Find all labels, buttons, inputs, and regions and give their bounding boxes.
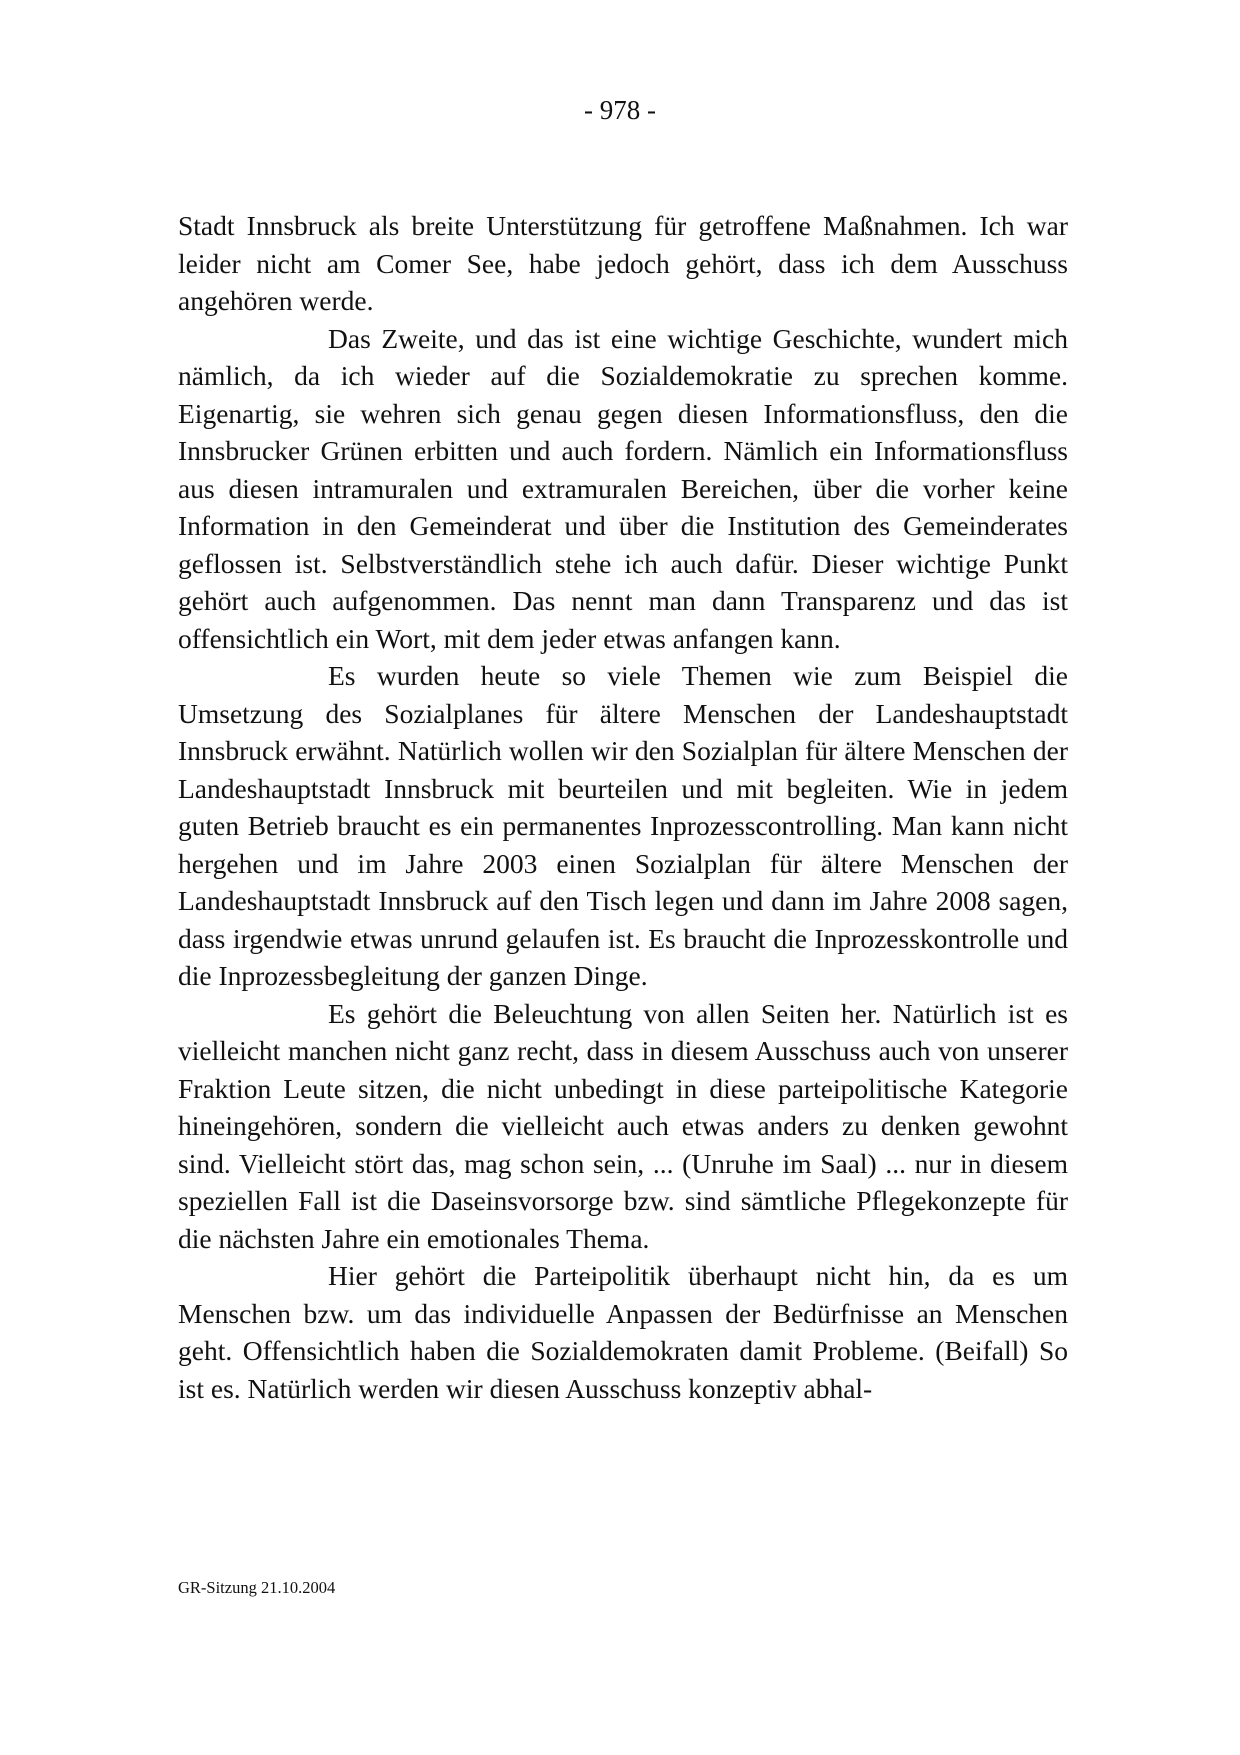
paragraph: Es wurden heute so viele Themen wie zum Beispiel die Umsetzung des Sozialplanes für ältere Menschen der Landeshauptstadt Innsbruck erwähnt. Natürlich wollen wir den Sozialplan für ältere Menschen der Landeshauptstadt Innsbruck mit beurteilen und mit begleiten. Wie in jedem guten Betrieb braucht es ein permanentes Inprozesscontrolling. Man kann nicht hergehen und im Jahre 2003 einen Sozialplan für ältere Menschen der Landeshauptstadt Innsbruck auf den Tisch legen und dann im Jahre 2008 sagen, dass irgendwie etwas unrund gelaufen ist. Es braucht die Inprozesskontrolle und die Inprozessbegleitung der ganzen Dinge.: [178, 660, 1068, 991]
paragraph: Hier gehört die Parteipolitik überhaupt nicht hin, da es um Menschen bzw. um das individuelle Anpassen der Bedürfnisse an Menschen geht. Offensichtlich haben die Sozialdemokraten damit Probleme. (Beifall) So ist es. Natürlich werden wir diesen Ausschuss konzeptiv abhal-: [178, 1260, 1068, 1404]
paragraph: Stadt Innsbruck als breite Unterstützung für getroffene Maßnahmen. Ich war leider nicht am Comer See, habe jedoch gehört, dass ich dem Ausschuss angehören werde.: [178, 210, 1068, 316]
body-text: [178, 207, 1068, 1407]
page-number: - 978 -: [584, 95, 656, 125]
footer-session-date: GR-Sitzung 21.10.2004: [178, 1578, 336, 1597]
paragraph: Das Zweite, und das ist eine wichtige Geschichte, wundert mich nämlich, da ich wieder auf die Sozialdemokratie zu sprechen komme. Eigenartig, sie wehren sich genau gegen diesen Informationsfluss, den die Innsbrucker Grünen erbitten und auch fordern. Nämlich ein Informationsfluss aus diesen intramuralen und extramuralen Bereichen, über die vorher keine Information in den Gemeinderat und über die Institution des Gemeinderates geflossen ist. Selbstverständlich stehe ich auch dafür. Dieser wichtige Punkt gehört auch aufgenommen. Das nennt man dann Transparenz und das ist offensichtlich ein Wort, mit dem jeder etwas anfangen kann.: [178, 322, 1068, 654]
paragraph: Es gehört die Beleuchtung von allen Seiten her. Natürlich ist es vielleicht manchen nicht ganz recht, dass in diesem Ausschuss auch von unserer Fraktion Leute sitzen, die nicht unbedingt in diese parteipolitische Kategorie hineingehören, sondern die vielleicht auch etwas anders zu denken gewohnt sind. Vielleicht stört das, mag schon sein, ... (Unruhe im Saal) ... nur in diesem speziellen Fall ist die Daseinsvorsorge bzw. sind sämtliche Pflegekonzepte für die nächsten Jahre ein emotionales Thema.: [178, 997, 1068, 1254]
